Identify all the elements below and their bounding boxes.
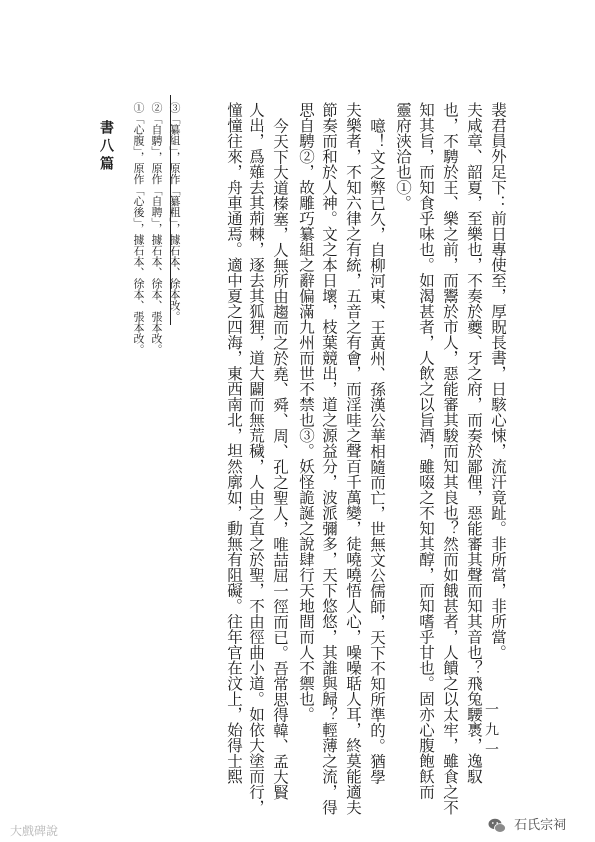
text-column-12: 憧憧往來，舟車通焉。適中夏之四海，東西南北，坦然廓如，動無有阻礙。往年官在汶上，始得士熙: [225, 102, 243, 784]
text-column-5: 靈府浹洽也①。: [394, 102, 412, 211]
footnote-2: ②「自騁」，原作「自聘」，據石本、徐本、張本改。: [150, 102, 163, 355]
text-column-7: 夫樂者，不知六律之有統，五音之有會，而淫哇之聲百千萬變，徒嘵嘵悟人心，噪噪聒人耳，終莫能適夫: [344, 102, 362, 815]
text-column-1: 裴君員外足下：前日專使至，厚貺長書，日駭心悚，流汗竟趾。非所當，非所當。: [489, 102, 507, 660]
text-column-2: 夫咸章、韶夏，至樂也，不奏於夔、牙之府，而奏於鄙俚，惡能審其聲而知其音也？飛兔騕褭，逸馭: [465, 102, 483, 784]
notes-divider: [170, 95, 171, 325]
footnote-3: ③「纂組」，原作「纂粗」，據石本、徐本改。: [168, 102, 181, 322]
running-head: 書八篇: [98, 120, 114, 174]
text-column-6: 噫！文之弊已久，自柳河東、王黃州、孫漢公華相隨而亡，世無文公儒師，天下不知所準的。猶學: [368, 118, 386, 785]
text-column-10: 今天下大道榛塞，人無所由趨而之於堯、舜、周、孔之聖人，唯喆屈一徑而已。吾常思得韓、孟大賢: [271, 118, 289, 800]
watermark-right-text: 石氏宗祠: [514, 818, 567, 833]
footnote-1: ①「心腹」，原作「心後」，據石本、徐本、張本改。: [132, 102, 145, 355]
wechat-icon: [488, 818, 506, 834]
watermark-left: 大戲碑說: [10, 824, 59, 838]
text-column-3: 也，不騁於王、樂之前，而鬻於市人，惡能審其駿而知其良也？然而如餓甚者，人饋之以太牢，雖食之不: [441, 102, 459, 815]
page-number: 一九一: [483, 702, 499, 762]
watermark-right: [488, 814, 566, 834]
text-column-9: 思自騁②，故雕巧纂組之辭偏滿九州而世不禁也③。妖怪詭誕之說肆行天地間而人不禦也。: [297, 102, 315, 722]
text-column-11: 人出，爲薙去其荊棘，逐去其狐狸，道大闢而無荒穢，人由之直之於聖，不由徑曲小道。如依大塗而行，: [247, 102, 265, 815]
text-column-4: 知其旨，而知食乎味也。如渴甚者，人飲之以旨酒，雖啜之不知其醇，而知嗜乎甘也。固亦心腹飽飫而: [417, 102, 435, 800]
text-column-8: 節奏而和於人神。文之本日壞，枝葉競出，道之源益分，波派彌多，天下悠悠，其誰與歸？輕薄之流，得: [320, 102, 338, 815]
